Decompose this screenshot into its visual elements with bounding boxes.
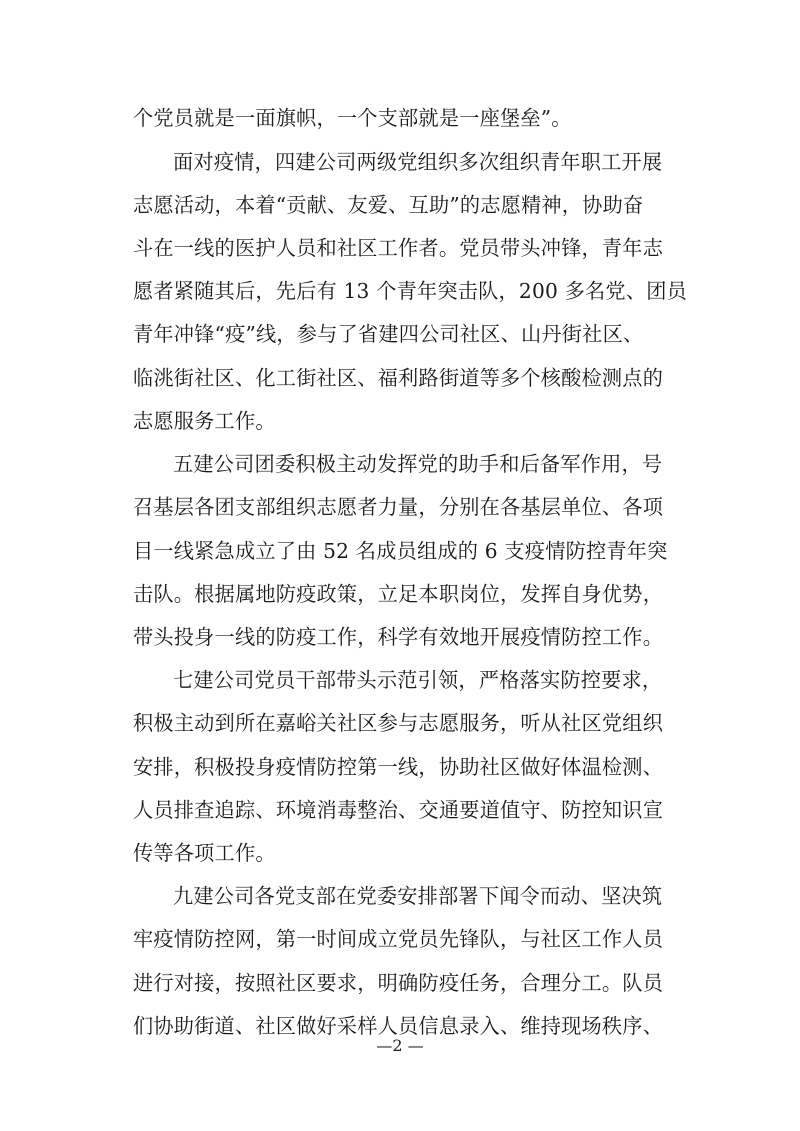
paragraph-line: 积极主动到所在嘉峪关社区参与志愿服务，听从社区党组织: [133, 711, 664, 735]
paragraph-line: 传等各项工作。: [133, 841, 276, 865]
paragraph-line: 愿者紧随其后，先后有 13 个青年突击队，200 多名党、团员: [133, 279, 687, 303]
paragraph-line: 斗在一线的医护人员和社区工作者。党员带头冲锋，青年志: [133, 236, 664, 260]
paragraph-line: 进行对接，按照社区要求，明确防疫任务，合理分工。队员: [133, 971, 664, 995]
paragraph-line: 九建公司各党支部在党委安排部署下闻令而动、坚决筑: [173, 884, 663, 908]
page-number: —2 —: [376, 1036, 424, 1055]
paragraph-line: 带头投身一线的防疫工作，科学有效地开展疫情防控工作。: [133, 625, 664, 649]
paragraph-line: 们协助街道、社区做好采样人员信息录入、维持现场秩序、: [133, 1014, 664, 1038]
paragraph-line: 面对疫情，四建公司两级党组织多次组织青年职工开展: [173, 150, 663, 174]
paragraph-line: 临洮街社区、化工街社区、福利路街道等多个核酸检测点的: [133, 366, 664, 390]
paragraph-line: 志愿服务工作。: [133, 409, 276, 433]
paragraph-line: 击队。根据属地防疫政策，立足本职岗位，发挥自身优势，: [133, 582, 664, 606]
paragraph-line: 个党员就是一面旗帜，一个支部就是一座堡垒”。: [133, 106, 572, 130]
paragraph-line: 青年冲锋“疫”线，参与了省建四公司社区、山丹街社区、: [133, 322, 644, 346]
paragraph-line: 安排，积极投身疫情防控第一线，协助社区做好体温检测、: [133, 755, 664, 779]
paragraph-line: 志愿活动，本着“贡献、友爱、互助”的志愿精神，协助奋: [133, 193, 644, 217]
paragraph-line: 七建公司党员干部带头示范引领，严格落实防控要求，: [173, 668, 663, 692]
paragraph-line: 五建公司团委积极主动发挥党的助手和后备军作用，号: [173, 452, 663, 476]
paragraph-line: 人员排查追踪、环境消毒整治、交通要道值守、防控知识宣: [133, 798, 664, 822]
paragraph-line: 牢疫情防控网，第一时间成立党员先锋队，与社区工作人员: [133, 927, 664, 951]
paragraph-line: 召基层各团支部组织志愿者力量，分别在各基层单位、各项: [133, 495, 664, 519]
paragraph-line: 目一线紧急成立了由 52 名成员组成的 6 支疫情防控青年突: [133, 539, 668, 563]
